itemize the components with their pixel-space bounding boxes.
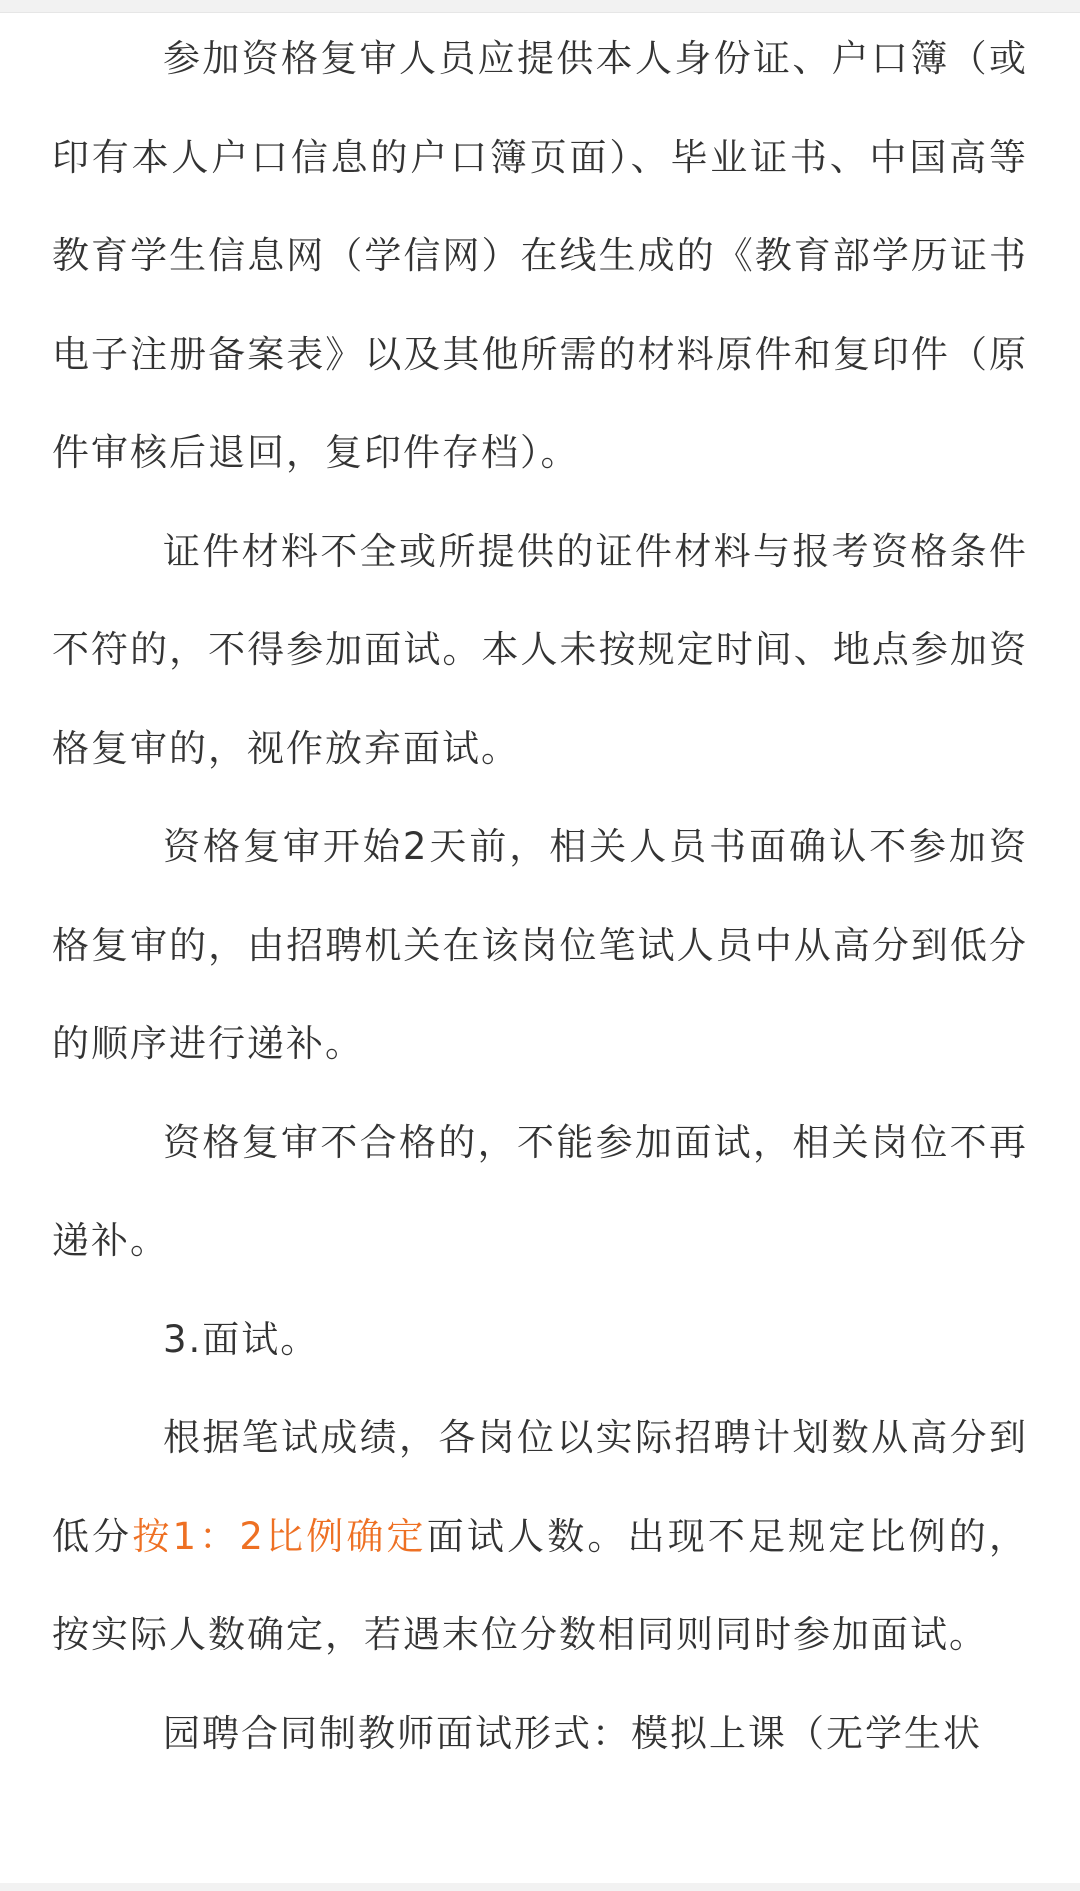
section-heading-interview: 3.面试。 (163, 1317, 320, 1361)
paragraph-materials: 参加资格复审人员应提供本人身份证、户口簿（或印有本人户口信息的户口簿页面）、毕业证书、中国高等教育学生信息网（学信网）在线生成的《教育部学历证书电子注册备案表》以及其他所需的材料原件和复印件（原件审核后退回，复印件存档）。 (52, 37, 1028, 474)
bottom-divider (0, 1883, 1080, 1891)
paragraph-interview-format: 园聘合同制教师面试形式：模拟上课（无学生状 (163, 1711, 982, 1755)
ratio-text-before: 根据笔试成绩，各岗位以实际招聘计划数从高分到低分 (52, 1416, 1028, 1558)
paragraph-substitution: 资格复审开始2天前，相关人员书面确认不参加资格复审的，由招聘机关在该岗位笔试人员中从高分到低分的顺序进行递补。 (52, 825, 1028, 1065)
article-body (52, 10, 1028, 1783)
ratio-text-after: 面试人数。出现不足规定比例的，按实际人数确定，若遇末位分数相同则同时参加面试。 (52, 1514, 1028, 1656)
paragraph-interview-ratio (52, 1389, 1028, 1685)
ratio-highlight: 按1：2比例确定 (132, 1514, 427, 1558)
paragraph-disqualified: 资格复审不合格的，不能参加面试，相关岗位不再递补。 (52, 1120, 1028, 1262)
paragraph-incomplete-materials: 证件材料不全或所提供的证件材料与报考资格条件不符的，不得参加面试。本人未按规定时间、地点参加资格复审的，视作放弃面试。 (52, 529, 1028, 770)
